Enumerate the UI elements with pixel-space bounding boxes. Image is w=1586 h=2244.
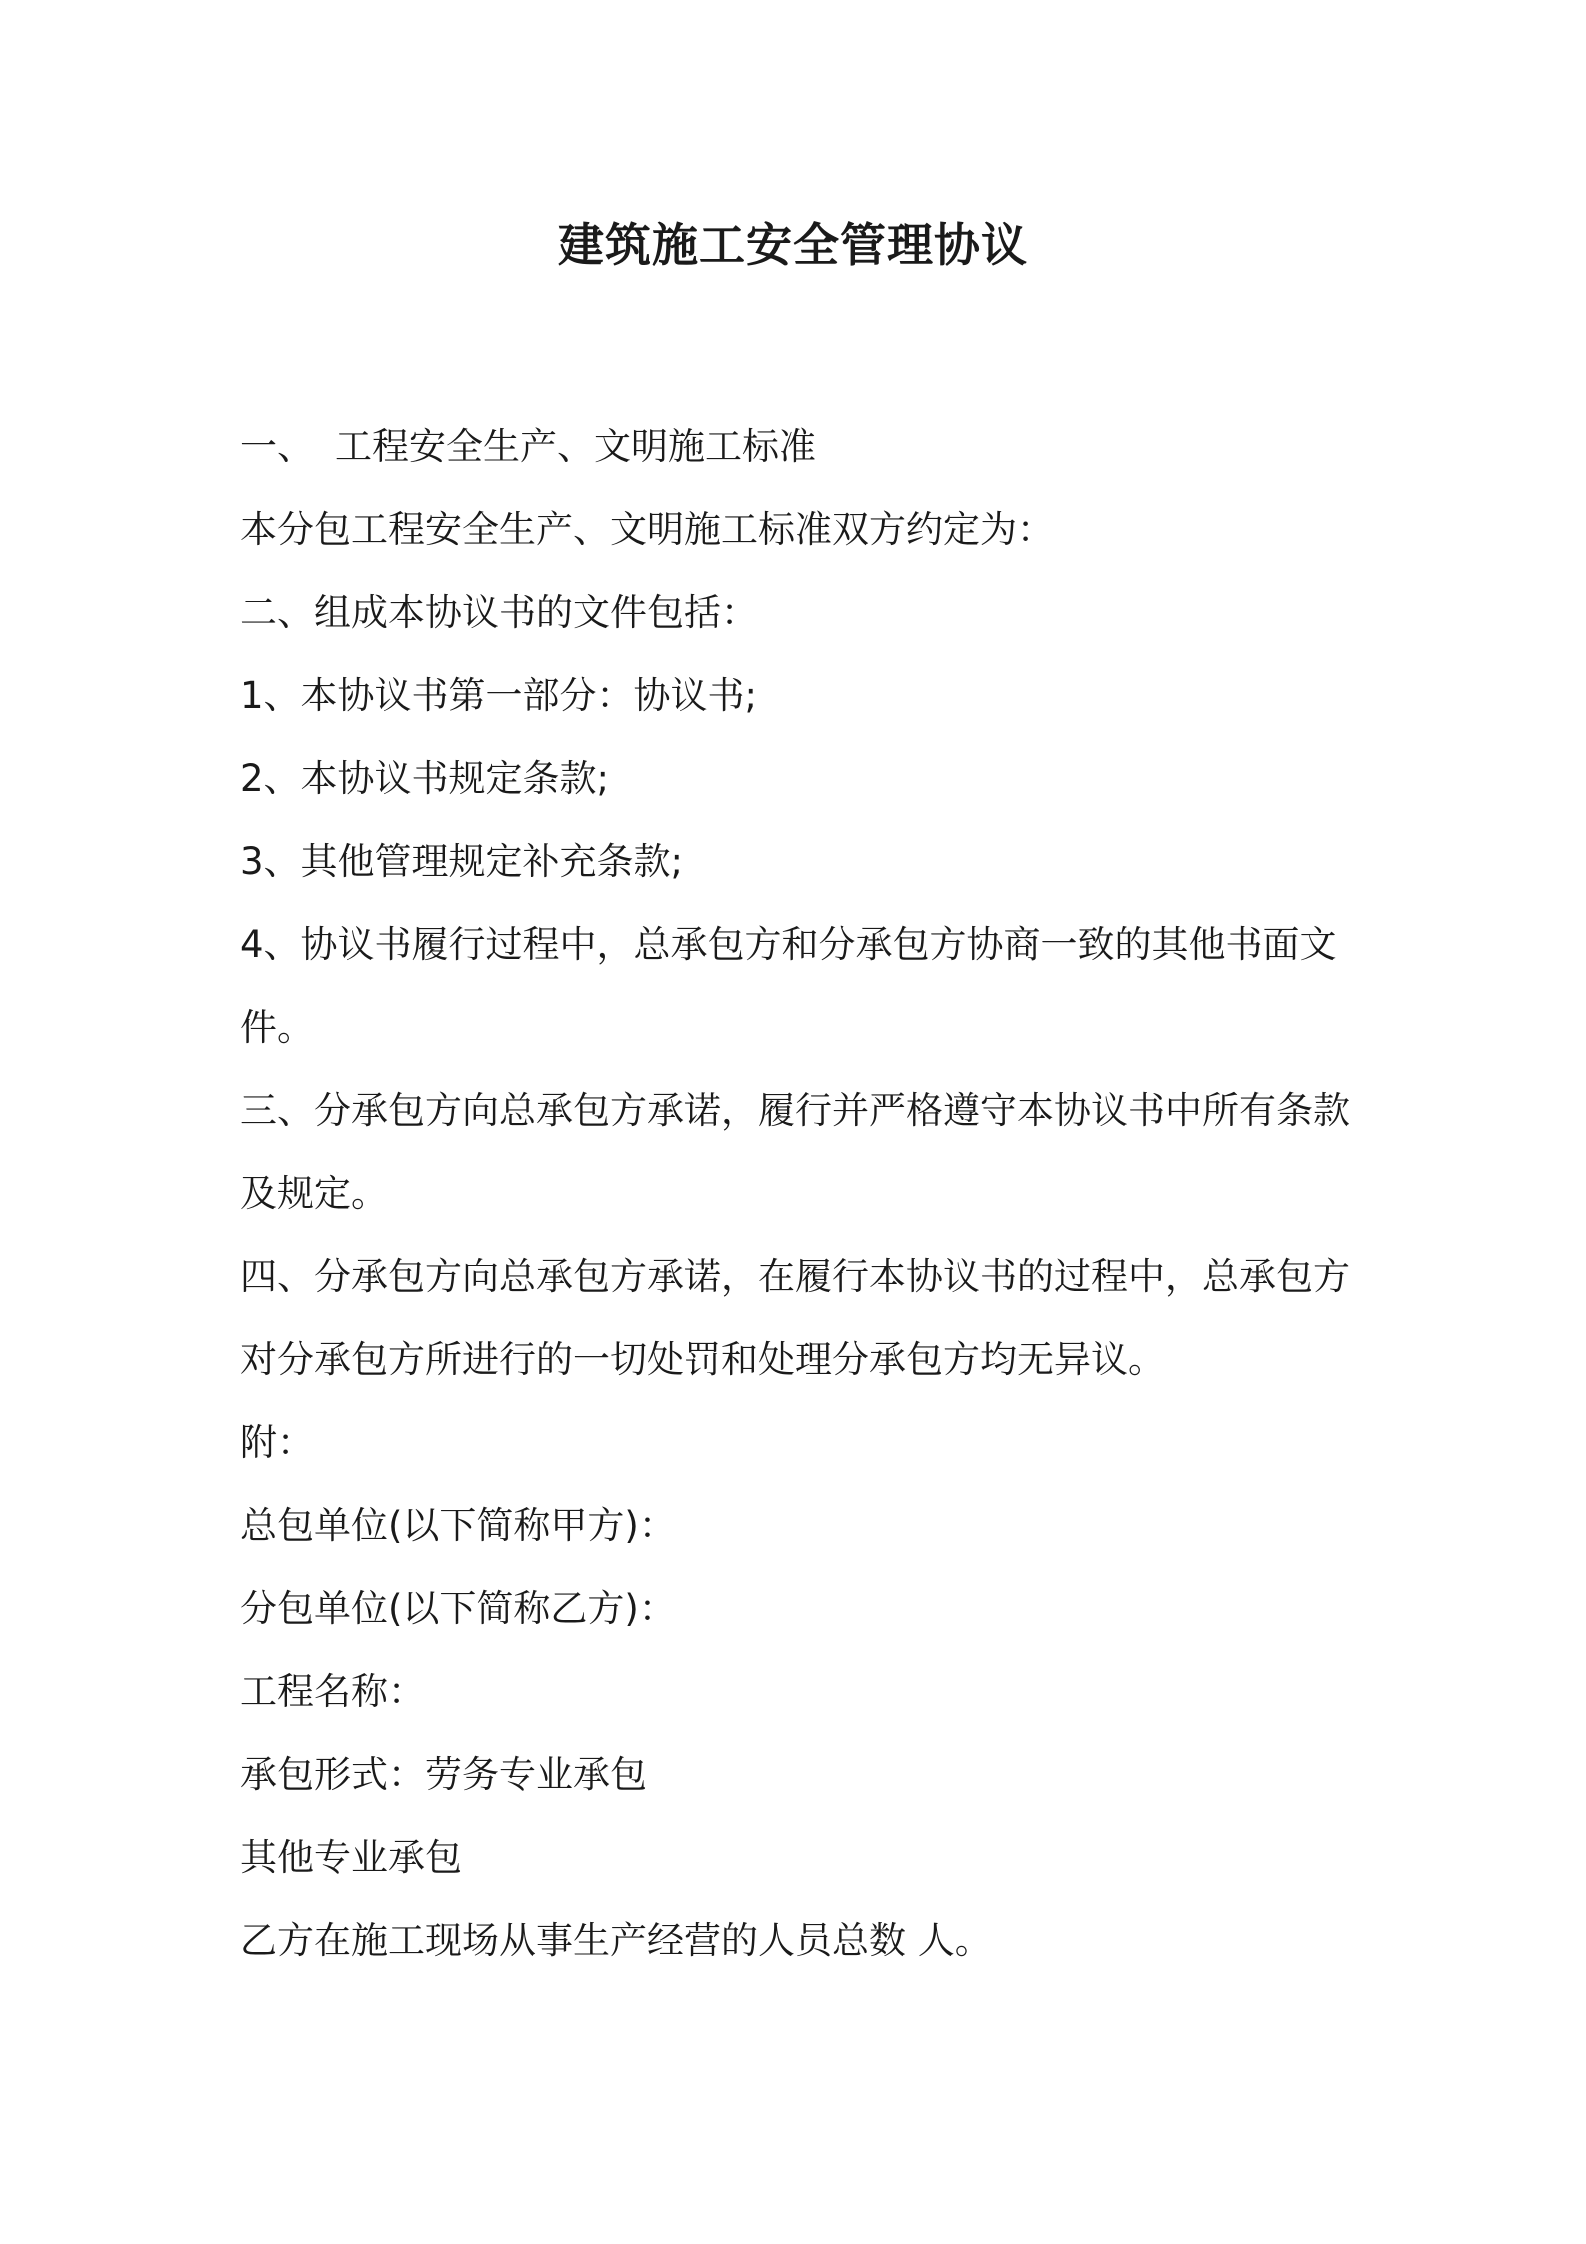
appendix-label: 附： [240,1421,314,1464]
field-contract-form: 承包形式：劳务专业承包 [240,1753,647,1796]
list-item-continuation: 件。 [240,1006,314,1049]
document-body [240,405,1350,1982]
section-continuation: 及规定。 [240,1172,388,1215]
paragraph-line: 本分包工程安全生产、文明施工标准双方约定为： [240,508,1054,551]
list-item: 4、协议书履行过程中，总承包方和分承包方协商一致的其他书面文 [240,923,1337,966]
section-number: 一、 [240,425,314,468]
list-item: 2、本协议书规定条款; [240,757,610,800]
list-item: 1、本协议书第一部分：协议书; [240,674,758,717]
field-general-contractor: 总包单位(以下简称甲方)： [240,1504,676,1547]
section-title: 工程安全生产、文明施工标准 [335,425,816,468]
field-other-contract: 其他专业承包 [240,1836,462,1879]
section-continuation: 对分承包方所进行的一切处罚和处理分承包方均无异议。 [240,1338,1165,1381]
section-heading-2: 二、组成本协议书的文件包括： [240,591,758,634]
field-subcontractor: 分包单位(以下简称乙方)： [240,1587,676,1630]
field-personnel-count: 乙方在施工现场从事生产经营的人员总数 人。 [240,1919,992,1962]
section-heading-4: 四、分承包方向总承包方承诺，在履行本协议书的过程中，总承包方 [240,1255,1350,1298]
list-item: 3、其他管理规定补充条款; [240,840,684,883]
document-title: 建筑施工安全管理协议 [558,218,1028,272]
section-heading-3: 三、分承包方向总承包方承诺，履行并严格遵守本协议书中所有条款 [240,1089,1350,1132]
section-heading-1 [240,405,1350,488]
field-project-name: 工程名称： [240,1670,425,1713]
